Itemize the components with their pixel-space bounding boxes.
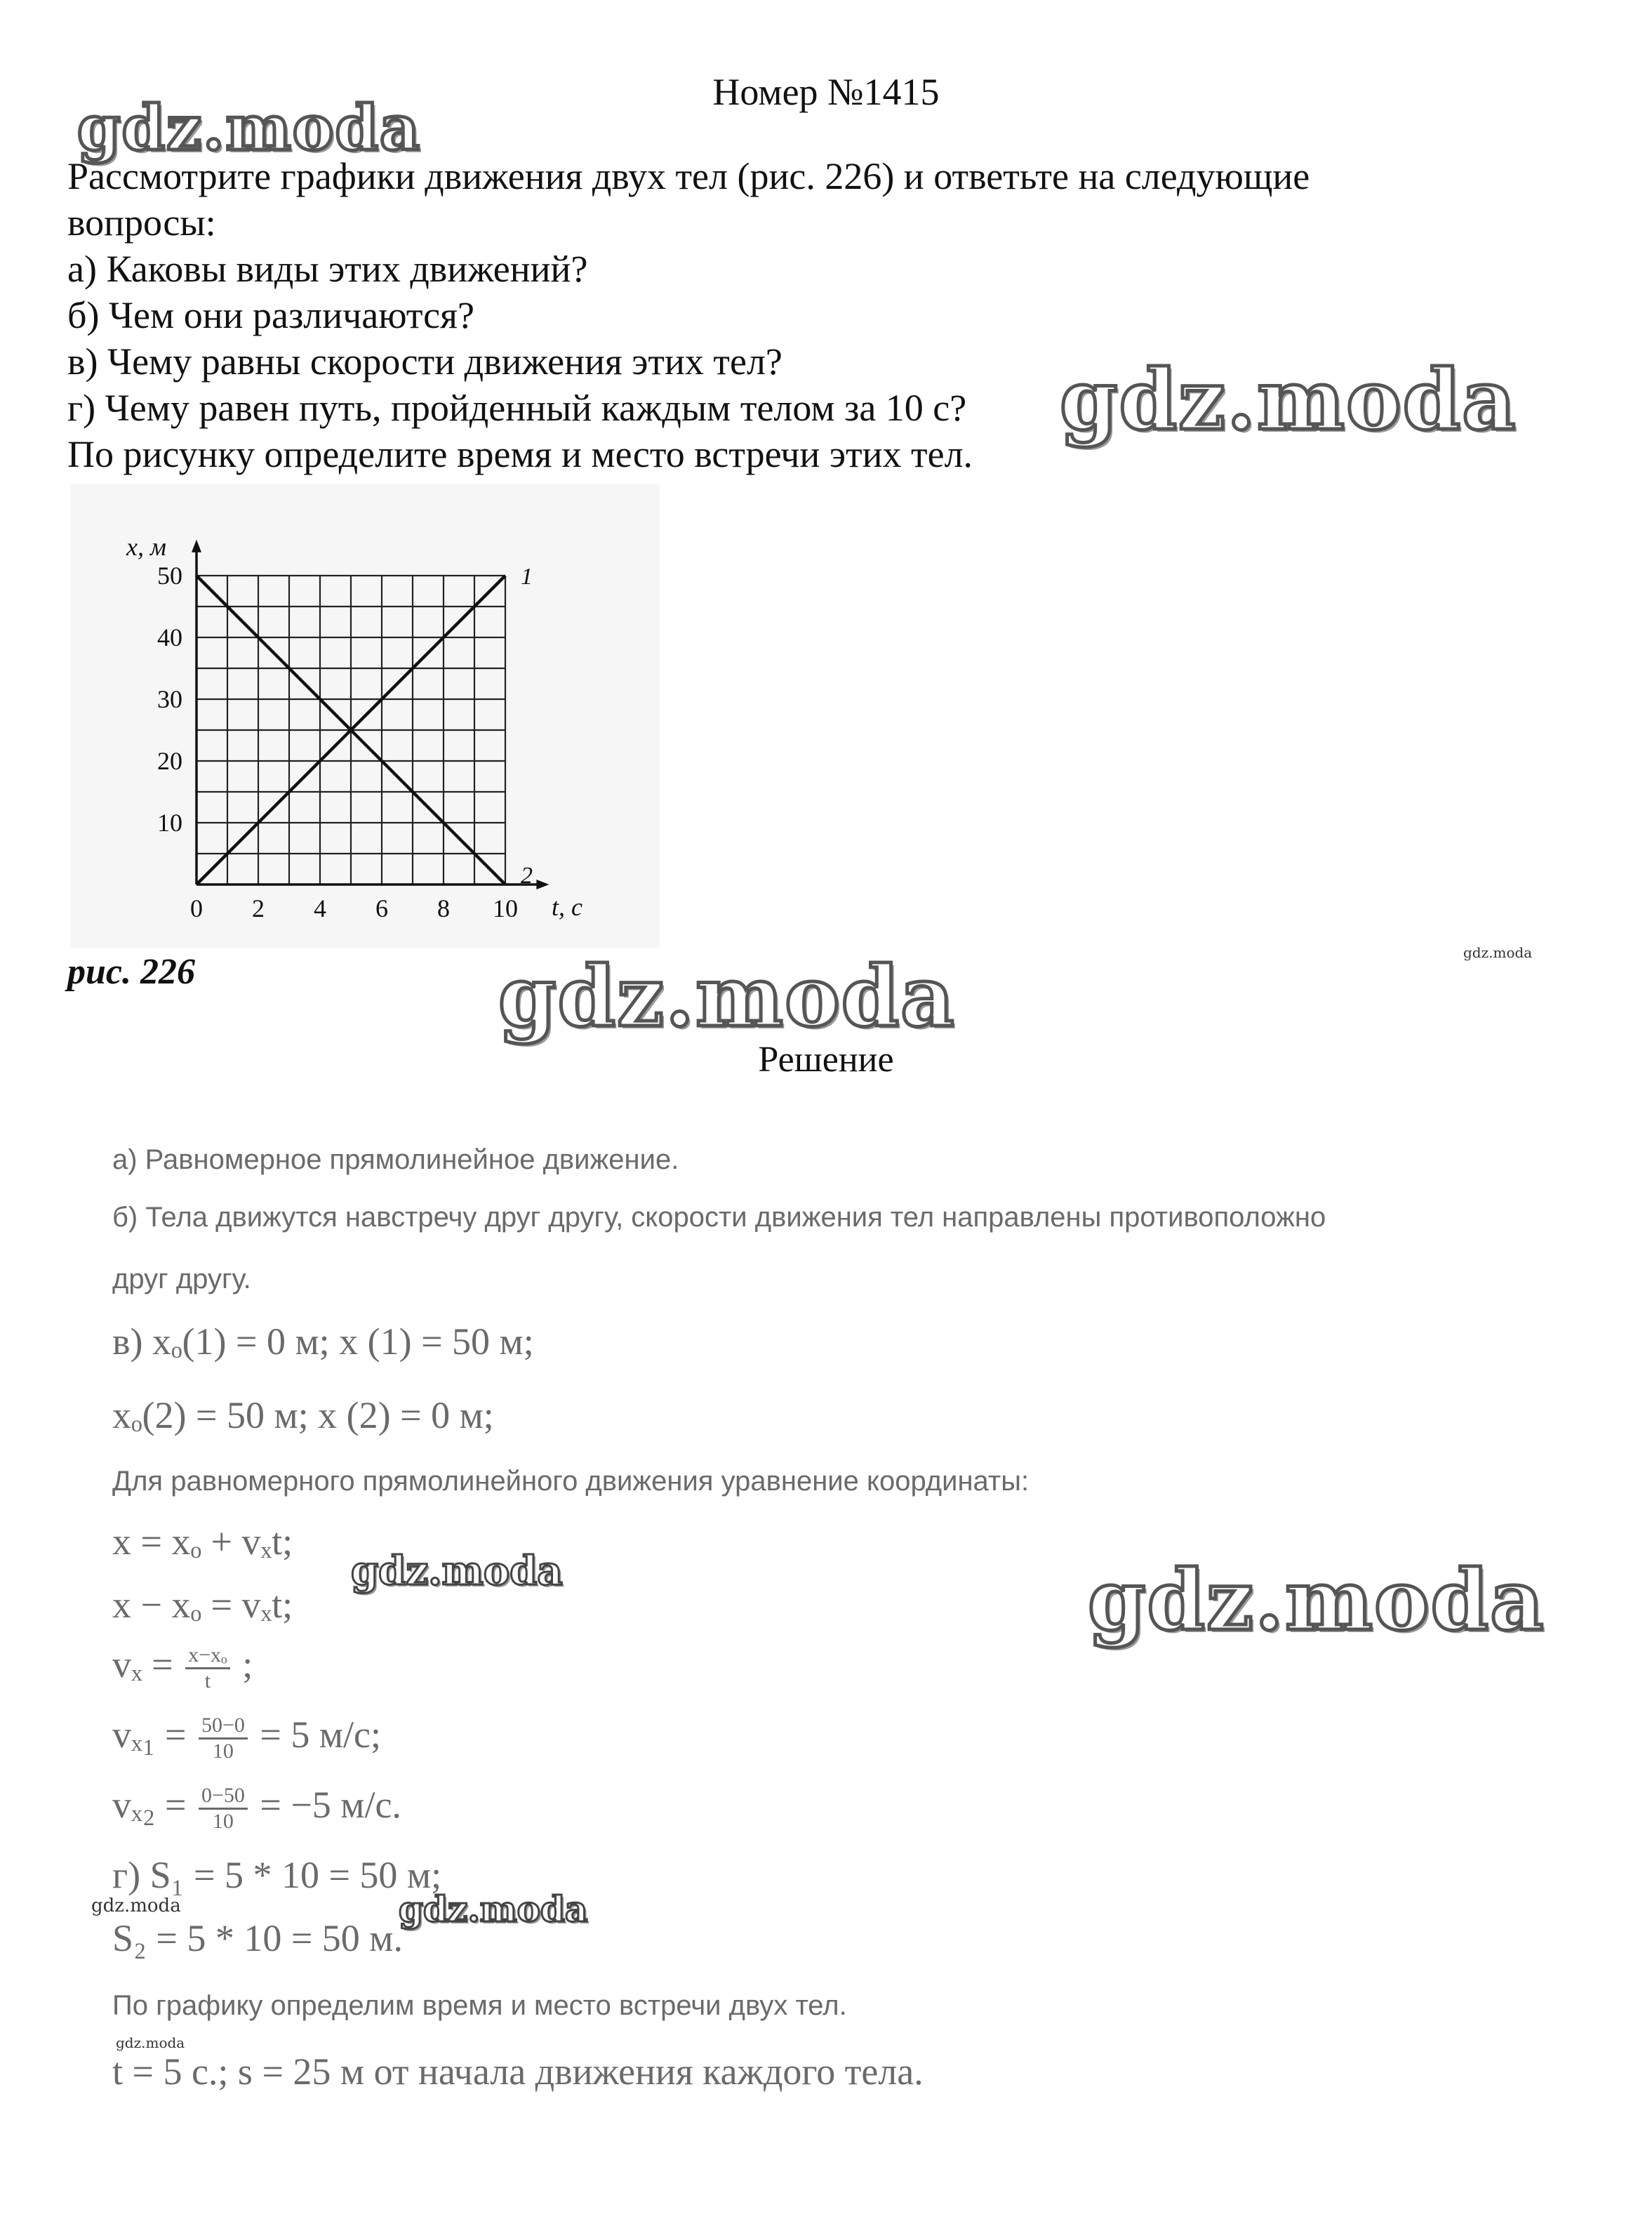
watermark: gdz.moda xyxy=(1463,944,1533,961)
fraction xyxy=(199,1714,248,1763)
fraction xyxy=(199,1784,248,1834)
problem-line: а) Каковы виды этих движений? xyxy=(67,248,588,290)
watermark: gdz.moda xyxy=(91,1895,181,1916)
equation-3-right: ; xyxy=(242,1643,253,1685)
x-tick-label: 6 xyxy=(375,894,388,922)
problem-line: вопросы: xyxy=(67,201,216,244)
fraction-numerator: 50−0 xyxy=(199,1714,248,1740)
equation-4 xyxy=(112,1713,1586,1763)
equation-1: x = xₒ + vₓt; xyxy=(112,1521,293,1563)
answer-g-line2: S₂ = 5 * 10 = 50 м. xyxy=(112,1917,403,1959)
x-tick-label: 10 xyxy=(493,894,518,922)
solution-heading: Решение xyxy=(758,1040,894,1080)
answer-b-line1: б) Тела движутся навстречу друг другу, скорости движения тел направлены противоположно xyxy=(112,1202,1326,1233)
meeting-intro: По графику определим время и место встречи двух тел. xyxy=(112,1990,847,2021)
answer-v-line1: в) xₒ(1) = 0 м; x (1) = 50 м; xyxy=(112,1320,534,1363)
watermark: gdz.moda xyxy=(1060,351,1517,449)
answer-a: а) Равномерное прямолинейное движение. xyxy=(112,1144,679,1175)
equation-2: x − xₒ = vₓt; xyxy=(112,1584,293,1626)
watermark: gdz.moda xyxy=(399,1888,588,1930)
equation-4-right: = 5 м/с; xyxy=(260,1714,381,1756)
x-tick-label: 0 xyxy=(190,894,203,922)
fraction-numerator: 0−50 xyxy=(199,1784,248,1810)
y-tick-label: 30 xyxy=(157,685,182,713)
problem-line: Рассмотрите графики движения двух тел (рис. 226) и ответьте на следующие xyxy=(67,155,1310,197)
figure-caption: рис. 226 xyxy=(67,952,195,992)
equation-intro: Для равномерного прямолинейного движения уравнение координаты: xyxy=(112,1466,1030,1497)
y-tick-label: 10 xyxy=(157,809,182,837)
meeting-answer: t = 5 с.; s = 25 м от начала движения каждого тела. xyxy=(112,2051,924,2093)
fraction-numerator: x−xₒ xyxy=(185,1643,230,1669)
x-tick-label: 8 xyxy=(437,894,450,922)
fraction-denominator: t xyxy=(204,1669,211,1693)
answer-g-line1: г) S₁ = 5 * 10 = 50 м; xyxy=(112,1854,442,1896)
problem-line: в) Чему равны скорости движения этих тел? xyxy=(67,340,782,383)
problem-text xyxy=(67,153,1611,477)
x-axis-label: t, с xyxy=(552,893,582,921)
watermark: gdz.moda xyxy=(498,948,956,1045)
fraction-denominator: 10 xyxy=(212,1740,234,1763)
watermark: gdz.moda xyxy=(351,1548,563,1594)
page-title: Номер №1415 xyxy=(712,71,940,113)
y-tick-label: 40 xyxy=(157,623,182,651)
series-label-1: 1 xyxy=(521,564,533,590)
watermark: gdz.moda xyxy=(77,91,422,164)
watermark: gdz.moda xyxy=(1088,1551,1545,1649)
answer-b-line2: друг другу. xyxy=(112,1264,251,1294)
series-label-2: 2 xyxy=(521,863,533,889)
equation-4-left: vₓ₁ = xyxy=(112,1714,187,1756)
motion-graph xyxy=(70,484,660,948)
answer-v-line2: xₒ(2) = 50 м; x (2) = 0 м; xyxy=(112,1394,494,1436)
problem-line: По рисунку определите время и место встречи этих тел. xyxy=(67,433,973,475)
equation-5-right: = −5 м/с. xyxy=(260,1784,401,1826)
problem-line: б) Чем они различаются? xyxy=(67,294,474,336)
y-axis-label: x, м xyxy=(126,532,166,561)
watermark: gdz.moda xyxy=(116,2034,185,2051)
fraction xyxy=(185,1643,230,1693)
equation-5-left: vₓ₂ = xyxy=(112,1784,187,1826)
y-tick-label: 50 xyxy=(157,562,182,590)
problem-line: г) Чему равен путь, пройденный каждым телом за 10 с? xyxy=(67,387,967,429)
y-tick-label: 20 xyxy=(157,747,182,775)
x-tick-label: 4 xyxy=(314,894,326,922)
equation-3 xyxy=(112,1643,1586,1693)
equation-5 xyxy=(112,1783,1586,1834)
fraction-denominator: 10 xyxy=(212,1810,234,1834)
equation-3-left: vₓ = xyxy=(112,1643,173,1685)
x-tick-label: 2 xyxy=(252,894,265,922)
